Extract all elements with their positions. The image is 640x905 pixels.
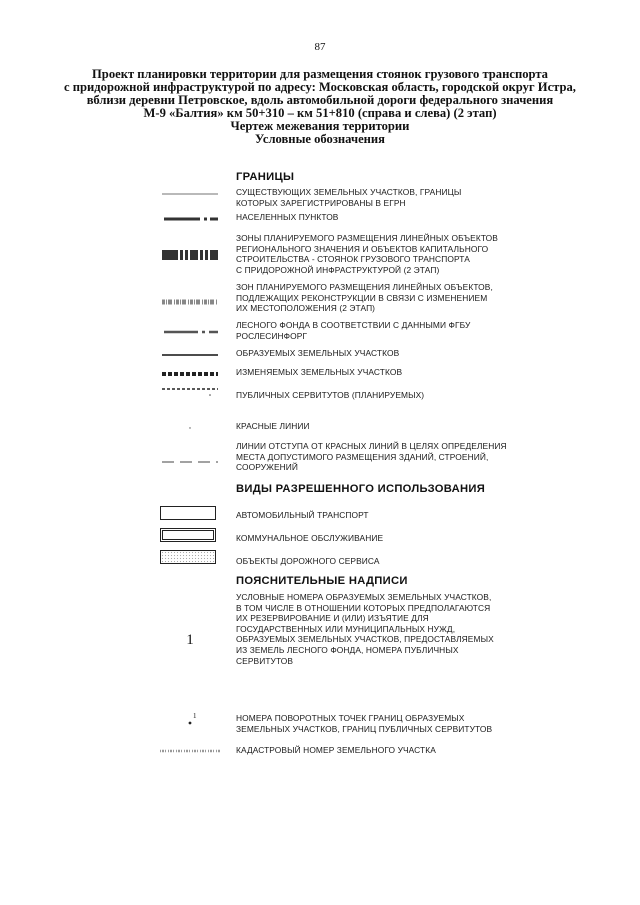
legend-item-turn-points: НОМЕРА ПОВОРОТНЫХ ТОЧЕК ГРАНИЦ ОБРАЗУЕМЫХ ЗЕМЕЛЬНЫХ УЧАСТКОВ, ГРАНИЦ ПУБЛИЧНЫХ СЕРВИТУТОВ (236, 713, 493, 734)
cadastral-number-icon (160, 743, 220, 761)
legend-item-setback-lines: ЛИНИИ ОТСТУПА ОТ КРАСНЫХ ЛИНИЙ В ЦЕЛЯХ ОПРЕДЕЛЕНИЯ МЕСТА ДОПУСТИМОГО РАЗМЕЩЕНИЯ ЗДАНИЙ, СТРОЕНИЙ, СООРУЖЕНИЙ (236, 441, 507, 473)
title-line: вблизи деревни Петровское, вдоль автомобильной дороги федерального значения (86, 93, 554, 107)
legend-item-existing-plots: СУЩЕСТВУЮЩИХ ЗЕМЕЛЬНЫХ УЧАСТКОВ, ГРАНИЦЫ КОТОРЫХ ЗАРЕГИСТРИРОВАНЫ В ЕГРН (236, 187, 462, 208)
thin-line-icon (160, 186, 220, 204)
title-line: М-9 «Балтия» км 50+310 – км 51+810 (справа и слева) (2 этап) (143, 106, 497, 120)
legend-item-reconstruction-zones: ЗОН ПЛАНИРУЕМОГО РАЗМЕЩЕНИЯ ЛИНЕЙНЫХ ОБЪЕКТОВ, ПОДЛЕЖАЩИХ РЕКОНСТРУКЦИИ В СВЯЗИ С ИЗМЕНЕНИЕМ ИХ МЕСТОПОЛОЖЕНИЯ (2 ЭТАП) (236, 282, 493, 314)
legend-item-red-lines: КРАСНЫЕ ЛИНИИ (236, 421, 310, 431)
title-line: Проект планировки территории для размещения стоянок грузового транспорта (92, 67, 548, 81)
legend-item-communal-service: КОММУНАЛЬНОЕ ОБСЛУЖИВАНИЕ (236, 533, 384, 543)
page-number: 87 (314, 41, 326, 53)
turn-point-icon (160, 712, 220, 733)
setback-line-icon (160, 454, 220, 472)
legend-item-auto-transport: АВТОМОБИЛЬНЫЙ ТРАНСПОРТ (236, 510, 369, 520)
title-line: с придорожной инфраструктурой по адресу: Московская область, городской округ Истра, (64, 80, 576, 94)
notes-heading: ПОЯСНИТЕЛЬНЫЕ НАДПИСИ (236, 575, 408, 587)
borders-heading: ГРАНИЦЫ (236, 171, 295, 183)
legend-item-settlements: НАСЕЛЕННЫХ ПУНКТОВ (236, 212, 339, 222)
legend-item-road-service: ОБЪЕКТЫ ДОРОЖНОГО СЕРВИСА (236, 556, 380, 566)
title-block (60, 68, 580, 146)
legend-item-changed-plots: ИЗМЕНЯЕМЫХ ЗЕМЕЛЬНЫХ УЧАСТКОВ (236, 367, 403, 377)
legend-item-plot-numbers: УСЛОВНЫЕ НОМЕРА ОБРАЗУЕМЫХ ЗЕМЕЛЬНЫХ УЧАСТКОВ, В ТОМ ЧИСЛЕ В ОТНОШЕНИИ КОТОРЫХ ПРЕДПОЛАГАЮТСЯ ИХ РЕЗЕРВИРОВАНИЕ И (ИЛИ) ИЗЪЯТИЕ ДЛЯ ГОСУДАРСТВЕННЫХ ИЛИ МУНИЦИПАЛЬНЫХ НУЖД, ОБРАЗУЕМЫХ ЗЕМЕЛЬНЫХ УЧАСТКОВ, ПРЕДОСТАВЛЯЕМЫХ ИЗ ЗЕМЕЛЬ ЛЕСНОГО ФОНДА, НОМЕРА ПУБЛИЧНЫХ СЕРВИТУТОВ (236, 592, 494, 666)
servitude-line-icon (160, 384, 220, 403)
changed-plots-line-icon (160, 366, 220, 384)
legend-item-servitudes: ПУБЛИЧНЫХ СЕРВИТУТОВ (ПЛАНИРУЕМЫХ) (236, 390, 425, 400)
plot-number-symbol: 1 (186, 632, 194, 648)
legend-title: Условные обозначения (254, 132, 385, 146)
drawing-title: Чертеж межевания территории (230, 119, 410, 133)
reconstruction-zone-line-icon (160, 294, 220, 312)
regional-zone-line-icon (160, 248, 220, 266)
red-line-icon (160, 420, 220, 438)
forest-fund-line-icon (160, 324, 220, 342)
legend-item-regional-zones: ЗОНЫ ПЛАНИРУЕМОГО РАЗМЕЩЕНИЯ ЛИНЕЙНЫХ ОБЪЕКТОВ РЕГИОНАЛЬНОГО ЗНАЧЕНИЯ И ОБЪЕКТОВ КАПИТАЛЬНОГО СТРОИТЕЛЬСТВА - СТОЯНОК ГРУЗОВОГО ТРАНСПОРТА С ПРИДОРОЖНОЙ ИНФРАСТРУКТУРОЙ (2 ЭТАП) (236, 233, 498, 275)
legend-item-cadastral-number: КАДАСТРОВЫЙ НОМЕР ЗЕМЕЛЬНОГО УЧАСТКА (236, 745, 436, 755)
settlement-line-icon (160, 211, 220, 229)
turn-point-number: 1 (193, 712, 197, 720)
legend-item-formed-plots: ОБРАЗУЕМЫХ ЗЕМЕЛЬНЫХ УЧАСТКОВ (236, 348, 400, 358)
formed-plots-line-icon (160, 347, 220, 365)
legend-item-forest-fund: ЛЕСНОГО ФОНДА В СООТВЕТСТВИИ С ДАННЫМИ ФГБУ РОСЛЕСИНФОРГ (236, 320, 471, 341)
uses-heading: ВИДЫ РАЗРЕШЕННОГО ИСПОЛЬЗОВАНИЯ (236, 483, 486, 495)
